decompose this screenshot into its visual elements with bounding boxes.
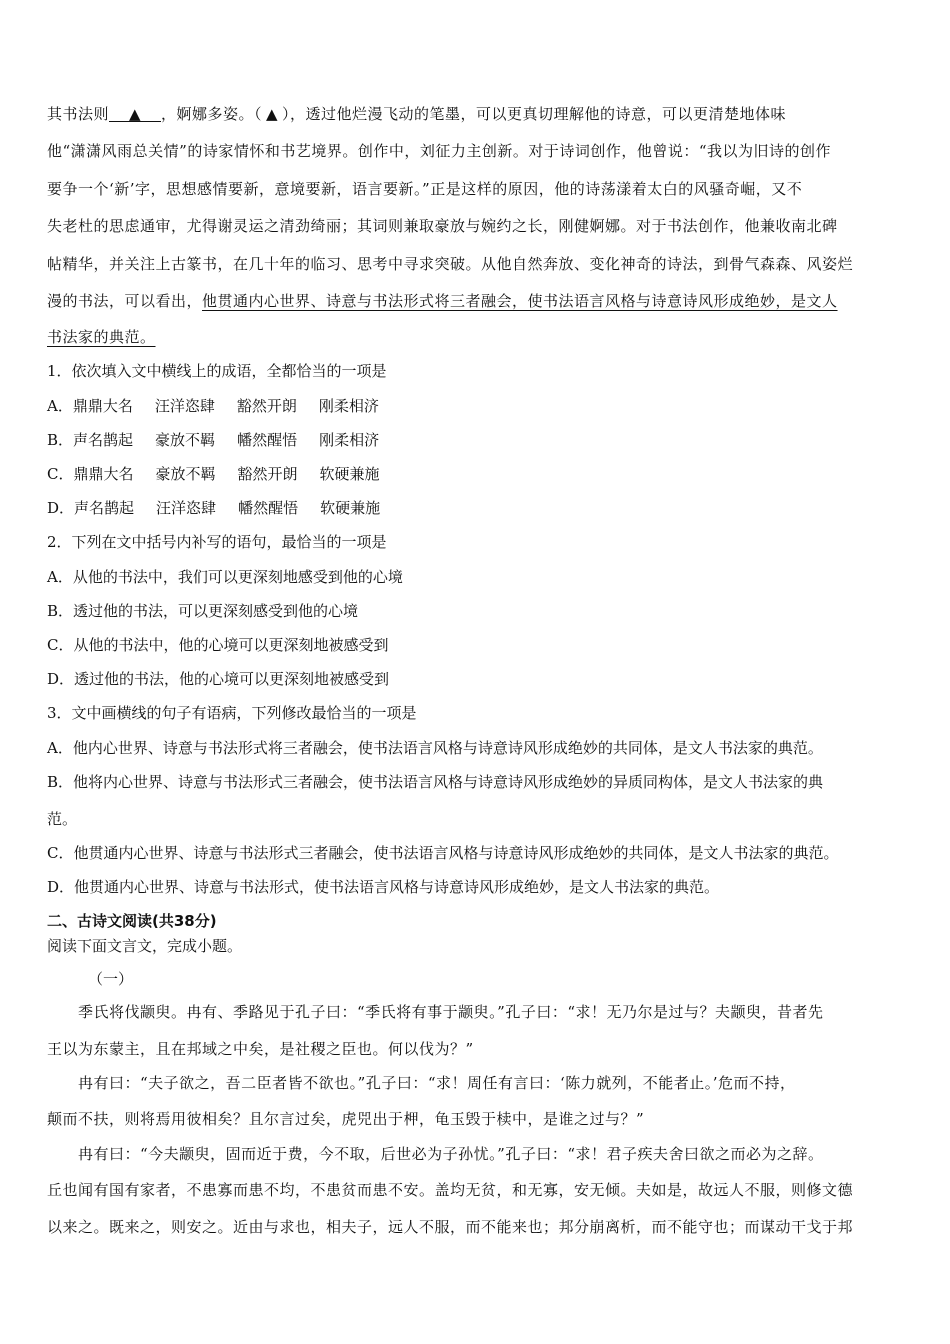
question-2-option-d [47, 668, 389, 689]
question-1-option-b [47, 429, 401, 450]
option-word: 声名鹊起 [74, 499, 135, 517]
classical-text-p2-line-2: 颠而不扶，则将焉用彼相矣？且尔言过矣，虎兕出于柙，龟玉毁于椟中，是谁之过与？” [47, 1110, 645, 1128]
option-word: 软硬兼施 [319, 465, 380, 483]
option-word: 鼎鼎大名 [72, 397, 133, 415]
option-word: 刚柔相济 [318, 397, 379, 415]
option-word: 汪洋恣肆 [154, 397, 215, 415]
option-key: A． [47, 568, 73, 586]
option-word: 鼎鼎大名 [73, 465, 134, 483]
option-text: 他将内心世界、诗意与书法形式三者融会，使书法语言风格与诗意诗风形成绝妙的异质同构体，是文人书法家的典 [73, 773, 824, 791]
question-2-option-c [47, 634, 389, 655]
question-1-option-d [47, 497, 402, 518]
section-heading: 二、古诗文阅读(共38分) [47, 912, 217, 930]
classical-text-p3-line-3: 以来之。既来之，则安之。近由与求也，相夫子，远人不服，而不能来也；邦分崩离析，而不能守也；而谋动干戈于邦 [47, 1218, 854, 1236]
option-key: B． [47, 773, 74, 791]
option-text: 透过他的书法，他的心境可以更深刻地被感受到 [74, 670, 390, 688]
option-key: B． [47, 431, 74, 449]
passage-line-3: 要争一个‘新’字，思想感情要新，意境要新，语言要新。”正是这样的原因，他的诗荡漾着太白的风骚奇崛，又不 [47, 180, 803, 198]
option-word: 声名鹊起 [73, 431, 134, 449]
option-text: 他贯通内心世界、诗意与书法形式三者融会，使书法语言风格与诗意诗风形成绝妙的共同体，是文人书法家的典范。 [73, 844, 839, 862]
question-3-option-d [47, 876, 719, 897]
question-2-option-b [47, 600, 358, 621]
option-word: 汪洋恣肆 [156, 499, 217, 517]
option-key: C． [47, 465, 74, 483]
classical-text-p1-line-2: 王以为东蒙主，且在邦域之中矣，是社稷之臣也。何以伐为？” [47, 1040, 474, 1058]
passage-text: ，婀娜多姿。（ [161, 105, 263, 123]
classical-text-p3-line-1: 冉有曰：“今夫颛臾，固而近于费，今不取，后世必为子孙忧。”孔子曰：“求！君子疾夫舍曰欲之而必为之辞。 [78, 1145, 824, 1163]
triangle-marker: ▲ [266, 105, 279, 123]
option-text: 透过他的书法，可以更深刻感受到他的心境 [73, 602, 359, 620]
option-text: 从他的书法中，他的心境可以更深刻地被感受到 [73, 636, 389, 654]
classical-text-p1-line-1: 季氏将伐颛臾。冉有、季路见于孔子曰：“季氏将有事于颛臾。”孔子曰：“求！无乃尔是过与？夫颛臾，昔者先 [78, 1003, 824, 1021]
option-word: 豁然开朗 [237, 465, 298, 483]
option-key: B． [47, 602, 74, 620]
question-1-option-c [47, 463, 402, 484]
fill-blank: ▲ [109, 107, 161, 122]
option-word: 豪放不羁 [155, 431, 216, 449]
underlined-sentence-end: 书法家的典范。 [47, 328, 156, 346]
question-3-stem: 3．文中画横线的句子有语病，下列修改最恰当的一项是 [47, 704, 417, 722]
subsection-label: （一） [88, 970, 134, 988]
passage-line-1 [47, 103, 786, 124]
option-key: A． [47, 397, 73, 415]
option-key: A． [47, 739, 73, 757]
passage-text: ），透过他烂漫飞动的笔墨，可以更真切理解他的诗意，可以更清楚地体味 [282, 105, 787, 123]
option-text: 他内心世界、诗意与书法形式将三者融会，使书法语言风格与诗意诗风形成绝妙的共同体，是文人书法家的典范。 [72, 739, 823, 757]
passage-text: 其书法则 [47, 105, 110, 123]
section-instruction: 阅读下面文言文，完成小题。 [47, 937, 243, 955]
question-1-option-a [47, 395, 401, 416]
question-2-option-a [47, 566, 403, 587]
classical-text-p3-line-2: 丘也闻有国有家者，不患寡而患不均，不患贫而患不安。盖均无贫，和无寡，安无倾。夫如是，故远人不服，则修文德 [47, 1181, 854, 1199]
option-key: D． [47, 878, 75, 896]
option-word: 幡然醒悟 [238, 499, 299, 517]
option-word: 幡然醒悟 [237, 431, 298, 449]
question-3-option-b [47, 771, 823, 792]
option-word: 软硬兼施 [320, 499, 381, 517]
passage-line-6 [47, 290, 838, 311]
question-3-option-c [47, 842, 839, 863]
option-word: 豁然开朗 [236, 397, 297, 415]
underlined-sentence: 他贯通内心世界、诗意与书法形式将三者融会，使书法语言风格与诗意诗风形成绝妙，是文人 [202, 292, 838, 310]
option-key: D． [47, 499, 75, 517]
option-key: D． [47, 670, 75, 688]
question-3-option-a [47, 737, 823, 758]
question-2-stem: 2．下列在文中括号内补写的语句，最恰当的一项是 [47, 533, 387, 551]
question-1-stem: 1．依次填入文中横线上的成语，全都恰当的一项是 [47, 362, 387, 380]
passage-line-4: 失老杜的思虑通审，尤得谢灵运之清劲绮丽；其词则兼取豪放与婉约之长，刚健婀娜。对于书法创作，他兼收南北碑 [47, 217, 838, 235]
option-text: 从他的书法中，我们可以更深刻地感受到他的心境 [72, 568, 403, 586]
classical-text-p2-line-1: 冉有曰：“夫子欲之，吾二臣者皆不欲也。”孔子曰：“求！周任有言曰：‘陈力就列，不能者止。’危而不持， [78, 1074, 796, 1092]
option-key: C． [47, 636, 74, 654]
option-word: 刚柔相济 [319, 431, 380, 449]
option-text: 他贯通内心世界、诗意与书法形式，使书法语言风格与诗意诗风形成绝妙，是文人书法家的典范。 [74, 878, 720, 896]
passage-line-2: 他“潇潇风雨总关情”的诗家情怀和书艺境界。创作中，刘征力主创新。对于诗词创作，他曾说：“我以为旧诗的创作 [47, 142, 832, 160]
option-key: C． [47, 844, 74, 862]
passage-line-5: 帖精华，并关注上古篆书，在几十年的临习、思考中寻求突破。从他自然奔放、变化神奇的诗法，到骨气森森、风姿烂 [47, 255, 854, 273]
question-3-option-b-continued: 范。 [47, 810, 78, 828]
passage-text: 漫的书法，可以看出， [47, 292, 203, 310]
option-word: 豪放不羁 [155, 465, 216, 483]
